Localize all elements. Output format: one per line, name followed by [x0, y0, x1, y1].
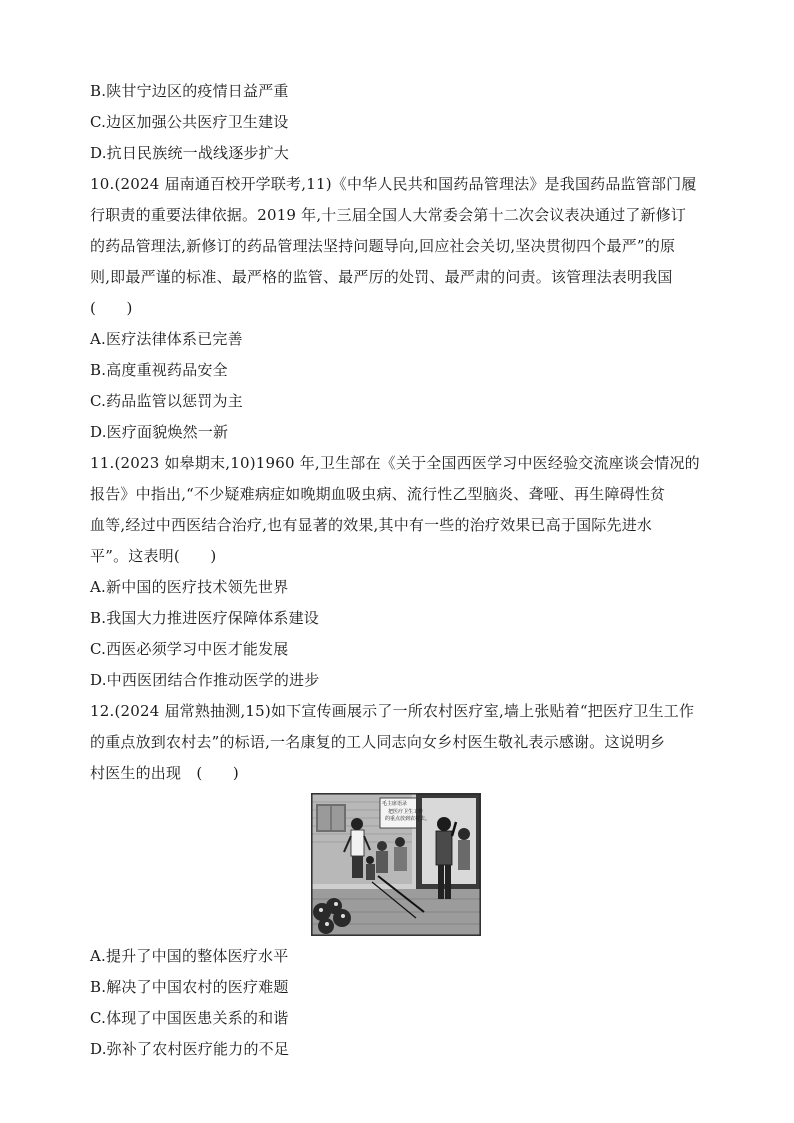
q11-stem-line: 报告》中指出,“不少疑难病症如晚期血吸虫病、流行性乙型脑炎、聋哑、再生障碍性贫	[90, 485, 666, 503]
q12-option-a: A.提升了中国的整体医疗水平	[90, 947, 289, 965]
q11-option-d: D.中西医团结合作推动医学的进步	[90, 671, 320, 689]
question-10	[90, 169, 710, 448]
q10-stem-line: 则,即最严谨的标准、最严格的监管、最严厉的处罚、最严肃的问责。该管理法表明我国	[90, 268, 673, 286]
q10-option-a: A.医疗法律体系已完善	[90, 330, 243, 348]
question-content	[90, 76, 710, 1065]
q10-answer-blank: ( )	[90, 299, 133, 317]
q11-option-a: A.新中国的医疗技术领先世界	[90, 578, 289, 596]
q12-option-b: B.解决了中国农村的医疗难题	[90, 978, 289, 996]
q9-options	[90, 76, 710, 169]
q9-option-b: B.陕甘宁边区的疫情日益严重	[90, 82, 289, 100]
q10-option-d: D.医疗面貌焕然一新	[90, 423, 229, 441]
q10-stem-line: 的药品管理法,新修订的药品管理法坚持问题导向,回应社会关切,坚决贯彻四个最严”的原	[90, 237, 676, 255]
q11-option-b: B.我国大力推进医疗保障体系建设	[90, 609, 319, 627]
question-11	[90, 448, 710, 696]
q11-stem-line: 血等,经过中西医结合治疗,也有显著的效果,其中有一些的治疗效果已高于国际先进水	[90, 516, 653, 534]
q10-stem-line: 行职责的重要法律依据。2019 年,十三届全国人大常委会第十二次会议表决通过了新修订	[90, 206, 687, 224]
q12-stem-line: 12.(2024 届常熟抽测,15)如下宣传画展示了一所农村医疗室,墙上张贴着“把医疗卫生工作	[90, 702, 695, 720]
q12-option-d: D.弥补了农村医疗能力的不足	[90, 1040, 290, 1058]
q10-option-c: C.药品监管以惩罚为主	[90, 392, 243, 410]
q12-stem-line: 的重点放到农村去”的标语,一名康复的工人同志向女乡村医生敬礼表示感谢。这说明乡	[90, 733, 666, 751]
poster-text-line: 的重点放到农村去。	[385, 816, 431, 822]
q9-option-d: D.抗日民族统一战线逐步扩大	[90, 144, 290, 162]
q11-stem-line: 11.(2023 如皋期末,10)1960 年,卫生部在《关于全国西医学习中医经验交流座谈会情况的	[90, 454, 700, 472]
q11-stem-line: 平”。这表明( )	[90, 547, 217, 565]
question-12	[90, 696, 710, 1065]
q10-option-b: B.高度重视药品安全	[90, 361, 228, 379]
q10-stem-line: 10.(2024 届南通百校开学联考,11)《中华人民共和国药品管理法》是我国药品监管部门履	[90, 175, 697, 193]
q12-option-c: C.体现了中国医患关系的和谐	[90, 1009, 289, 1027]
figure-container	[90, 793, 710, 939]
poster-text-line: 把医疗卫生工作	[388, 809, 424, 815]
propaganda-poster-image	[311, 793, 481, 936]
q11-option-c: C.西医必须学习中医才能发展	[90, 640, 289, 658]
poster-text-line: 毛主席语录	[382, 801, 408, 807]
q9-option-c: C.边区加强公共医疗卫生建设	[90, 113, 289, 131]
q12-stem-line: 村医生的出现 ( )	[90, 764, 239, 782]
